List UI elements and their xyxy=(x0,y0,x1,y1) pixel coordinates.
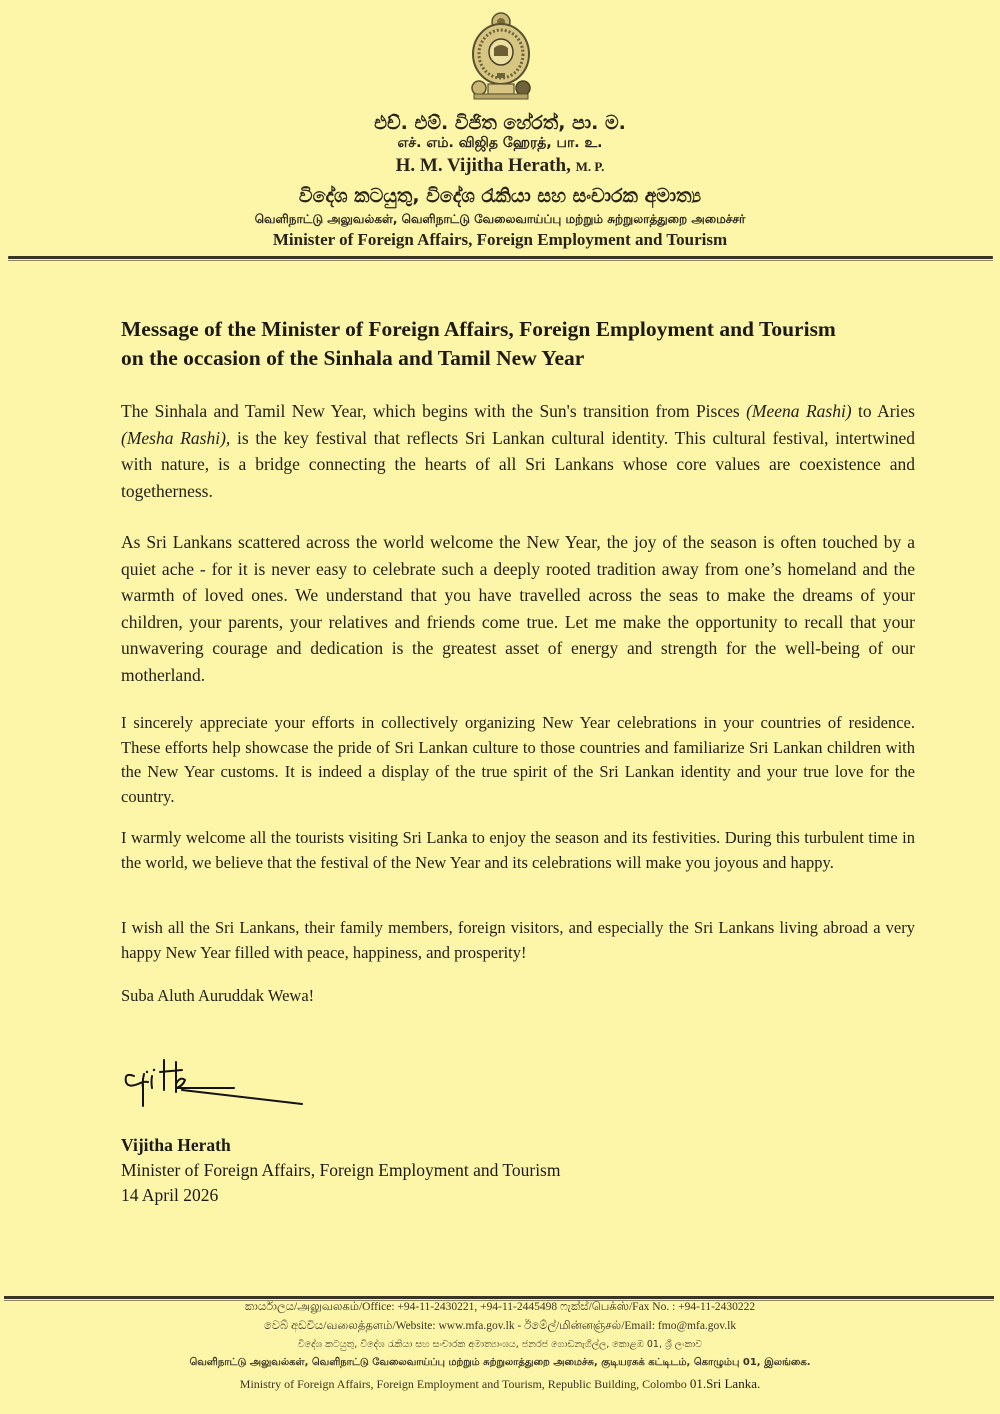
mp-suffix: M. P. xyxy=(575,159,605,174)
footer-address-sinhala: විදේශ කටයුතු, විදේශ රැකියා සහ සංචාරක අමාත්‍යාංශය, ජනරජ ගොඩනැගිල්ල, කොළඹ 01, ශ්‍රී ලංකාව xyxy=(297,1339,703,1350)
minister-title-sinhala: විදේශ කටයුතු, විදේශ රැකියා සහ සංචාරක අමාත්‍ය xyxy=(298,185,702,207)
paragraph-1-part-a: The Sinhala and Tamil New Year, which begins with the Sun's transition from Pisces xyxy=(121,401,747,421)
paragraph-1 xyxy=(121,398,915,504)
paragraph-1-part-e: is the key festival that reflects Sri Lankan cultural identity. This cultural festival, intertwined with nature, is a bridge connecting the hearts of all Sri Lankans whose core values are coexistence and togetherness. xyxy=(121,427,915,501)
paragraph-3: I sincerely appreciate your efforts in collectively organizing New Year celebrations in your countries of residence. These efforts help showcase the pride of Sri Lankan culture to those countries and familiarize Sri Lankan children with the New Year customs. It is indeed a display of the true spirit of the Sri Lankan identity and your true love for the country. xyxy=(121,713,915,806)
signer-title: Minister of Foreign Affairs, Foreign Employment and Tourism xyxy=(121,1160,561,1180)
handwritten-signature xyxy=(120,1058,310,1118)
footer-divider xyxy=(4,1296,994,1299)
minister-title-english: Minister of Foreign Affairs, Foreign Employment and Tourism xyxy=(272,230,728,249)
footer-phone-fax: කාර්යාලය/அலுவலகம்/Office: +94-11-2430221, +94-11-2445498 ෆැක්ස්/பெக்ஸ்/Fax No. : +94-11-2430222 xyxy=(244,1301,756,1313)
header-divider xyxy=(8,256,993,259)
minister-name-sinhala: එච්. එම්. විජිත හේරත්, පා. ම. xyxy=(374,112,626,134)
paragraph-1-mesha-rashi: (Mesha Rashi), xyxy=(121,427,231,448)
letter-date: 14 April 2026 xyxy=(121,1185,219,1205)
minister-name-tamil: எச். எம். விஜித ஹேரத், பா. உ. xyxy=(397,135,603,151)
signer-name: Vijitha Herath xyxy=(121,1135,231,1155)
paragraph-4: I warmly welcome all the tourists visiting Sri Lanka to enjoy the season and its festivities. During this turbulent time in the world, we believe that the festival of the New Year and its celebrations will make you joyous and happy. xyxy=(121,828,915,872)
header-divider-thin xyxy=(8,260,993,261)
footer-address-english-text: Ministry of Foreign Affairs, Foreign Employment and Tourism, Republic Building, Colombo xyxy=(239,1377,690,1391)
footer-address-tamil: வெளிநாட்டு அலுவல்கள், வெளிநாட்டு வேலைவாய்ப்பு மற்றும் சுற்றுலாத்துறை அமைச்சு, குடியரசுக் கட்டிடம், கொழும்பு 01, இலங்கை. xyxy=(189,1357,811,1368)
message-title-line-1: Message of the Minister of Foreign Affairs, Foreign Employment and Tourism xyxy=(121,317,836,341)
minister-name-english-text: H. M. Vijitha Herath, xyxy=(395,155,571,176)
closing-greeting: Suba Aluth Auruddak Wewa! xyxy=(121,986,315,1005)
paragraph-2: As Sri Lankans scattered across the world welcome the New Year, the joy of the season is often touched by a quiet ache - for it is never easy to celebrate such a deeply rooted tradition away from one’s homeland and the warmth of loved ones. We understand that you have travelled across the seas to make the dreams of your children, your parents, your relatives and friends come true. Let me make the opportunity to recall that your unwavering courage and dedication is the greatest asset of energy and strength for the well-being of our motherland. xyxy=(121,532,915,685)
paragraph-1-meena-rashi: (Meena Rashi) xyxy=(746,401,852,421)
message-title xyxy=(121,315,921,373)
signer-block xyxy=(121,1133,560,1208)
footer-address-english xyxy=(0,1376,1000,1392)
paragraph-5: I wish all the Sri Lankans, their family members, foreign visitors, and especially the Sri Lankans living abroad a very happy New Year filled with peace, happiness, and prosperity! xyxy=(121,918,915,962)
minister-name-english xyxy=(0,155,1000,177)
sri-lanka-emblem-icon xyxy=(464,8,538,102)
paragraph-1-part-c: to Aries xyxy=(851,401,915,421)
minister-title-tamil: வெளிநாட்டு அலுவல்கள், வெளிநாட்டு வேலைவாய்ப்பு மற்றும் சுற்றுலாத்துறை அமைச்சர் xyxy=(254,212,746,226)
footer-address-overlay: 01.Sri Lanka. xyxy=(689,1376,761,1391)
footer-website-email: වෙබ් අඩවිය/வலைத்தளம்/Website: www.mfa.gov.lk - ඊමේල්/மின்னஞ்சல்/Email: fmo@mfa.gov.lk xyxy=(263,1320,737,1332)
message-title-line-2: on the occasion of the Sinhala and Tamil New Year xyxy=(121,346,585,370)
